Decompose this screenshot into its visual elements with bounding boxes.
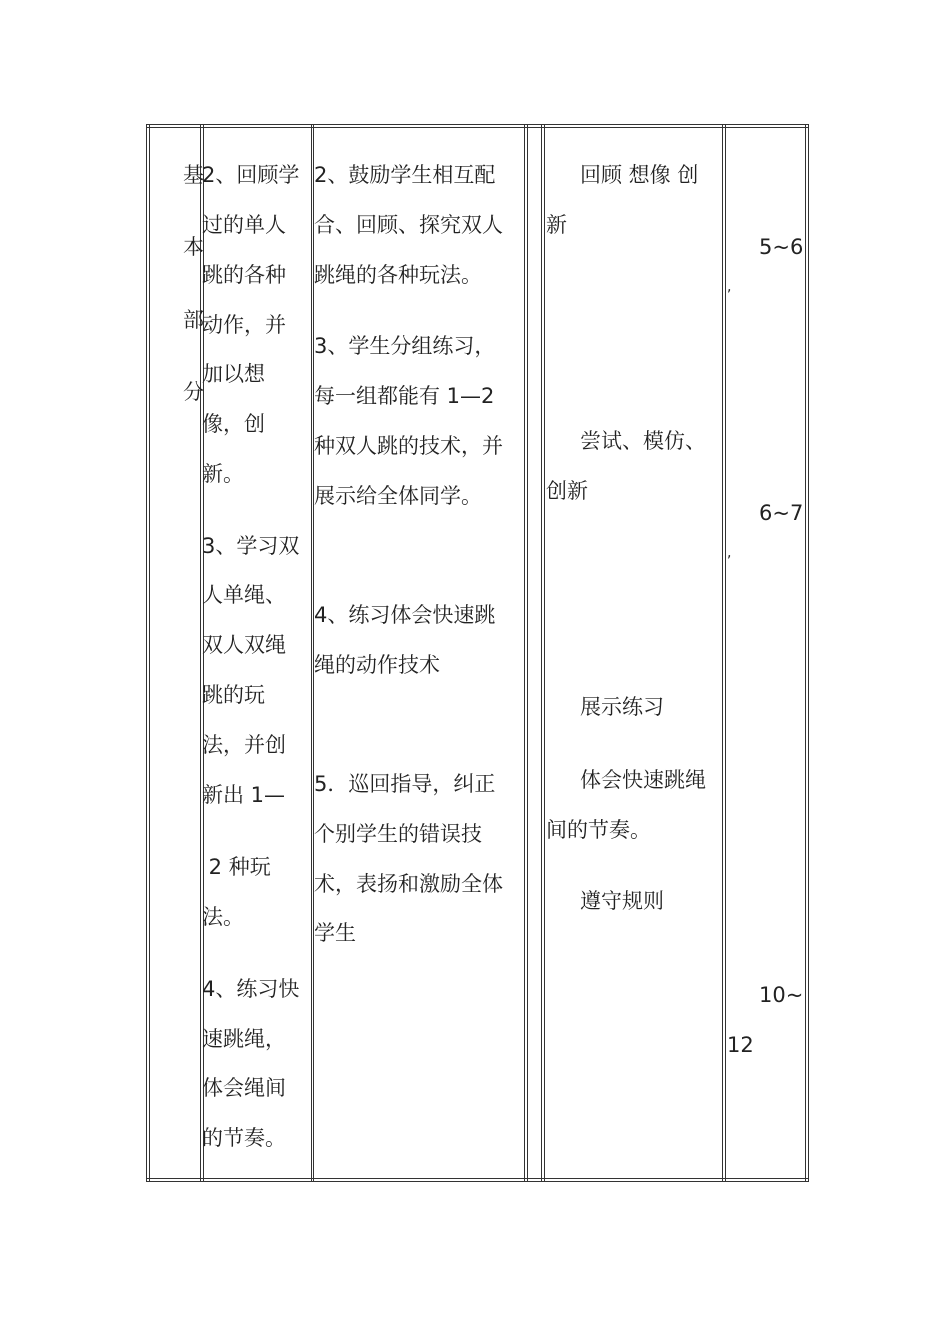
- time-value: 12: [727, 1033, 754, 1057]
- time-mark: ,: [727, 279, 732, 295]
- teacher-line: 4、练习体会快速跳: [314, 603, 496, 627]
- time-value: 5~6: [759, 235, 804, 259]
- student-line: 展示练习: [580, 695, 664, 719]
- column-divider-1: [200, 124, 201, 1182]
- content-line: 3、学习双: [202, 534, 300, 558]
- content-line: 新。: [202, 462, 244, 486]
- teacher-line: 学生: [314, 921, 356, 945]
- section-label-char: 部: [183, 308, 204, 332]
- content-line: 双人双绳: [202, 633, 286, 657]
- student-line: 遵守规则: [580, 889, 664, 913]
- content-line: 2 种玩: [202, 855, 271, 879]
- content-line: 法。: [202, 905, 244, 929]
- student-line: 新: [546, 213, 567, 237]
- content-line: 速跳绳，: [202, 1027, 286, 1051]
- section-label-char: 基: [183, 163, 204, 187]
- content-line: 的节奏。: [202, 1126, 286, 1150]
- content-line: 跳的各种: [202, 263, 286, 287]
- content-line: 动作，并: [202, 313, 286, 337]
- content-line: 跳的玩: [202, 683, 265, 707]
- table-left-border: [146, 124, 147, 1182]
- content-line: 过的单人: [202, 213, 286, 237]
- student-line: 回顾 想像 创: [580, 163, 699, 187]
- time-value: 6~7: [759, 501, 804, 525]
- content-line: 新出 1—: [202, 783, 286, 807]
- content-line: 2、回顾学: [202, 163, 300, 187]
- content-line: 人单绳、: [202, 583, 286, 607]
- student-line: 尝试、模仿、: [580, 429, 706, 453]
- content-line: 法，并创: [202, 733, 286, 757]
- student-line: 创新: [546, 479, 588, 503]
- content-line: 加以想: [202, 362, 265, 386]
- table-right-border: [805, 124, 806, 1182]
- content-line: 像，创: [202, 412, 265, 436]
- student-line: 间的节奏。: [546, 818, 651, 842]
- column-divider-2: [311, 124, 312, 1182]
- teacher-line: 跳绳的各种玩法。: [314, 263, 482, 287]
- content-line: 4、练习快: [202, 977, 300, 1001]
- column-divider-5: [722, 124, 723, 1182]
- time-mark: ,: [727, 545, 732, 561]
- section-label-char: 本: [183, 235, 204, 259]
- content-line: 体会绳间: [202, 1076, 286, 1100]
- teacher-line: 5．巡回指导，纠正: [314, 772, 496, 796]
- column-divider-5b: [725, 124, 726, 1182]
- section-label-char: 分: [183, 380, 204, 404]
- table-bottom-border: [146, 1178, 809, 1179]
- teacher-line: 合、回顾、探究双人: [314, 213, 503, 237]
- column-divider-4: [541, 124, 542, 1182]
- teacher-line: 绳的动作技术: [314, 653, 440, 677]
- time-value: 10~: [759, 983, 804, 1007]
- teacher-line: 个别学生的错误技: [314, 822, 482, 846]
- teacher-line: 术，表扬和激励全体: [314, 872, 503, 896]
- table-right-border-inner: [808, 124, 809, 1182]
- column-divider-3: [524, 124, 525, 1182]
- column-divider-4b: [544, 124, 545, 1182]
- teacher-line: 2、鼓励学生相互配: [314, 163, 496, 187]
- teacher-line: 每一组都能有 1—2: [314, 384, 495, 408]
- teacher-line: 3、学生分组练习，: [314, 334, 496, 358]
- table-left-border-inner: [149, 124, 150, 1182]
- teacher-line: 展示给全体同学。: [314, 484, 482, 508]
- teacher-line: 种双人跳的技术，并: [314, 434, 503, 458]
- column-divider-3b: [527, 124, 528, 1182]
- table-top-border-inner: [146, 127, 809, 128]
- student-line: 体会快速跳绳: [580, 768, 706, 792]
- table-top-border: [146, 124, 809, 125]
- table-bottom-border-inner: [146, 1181, 809, 1182]
